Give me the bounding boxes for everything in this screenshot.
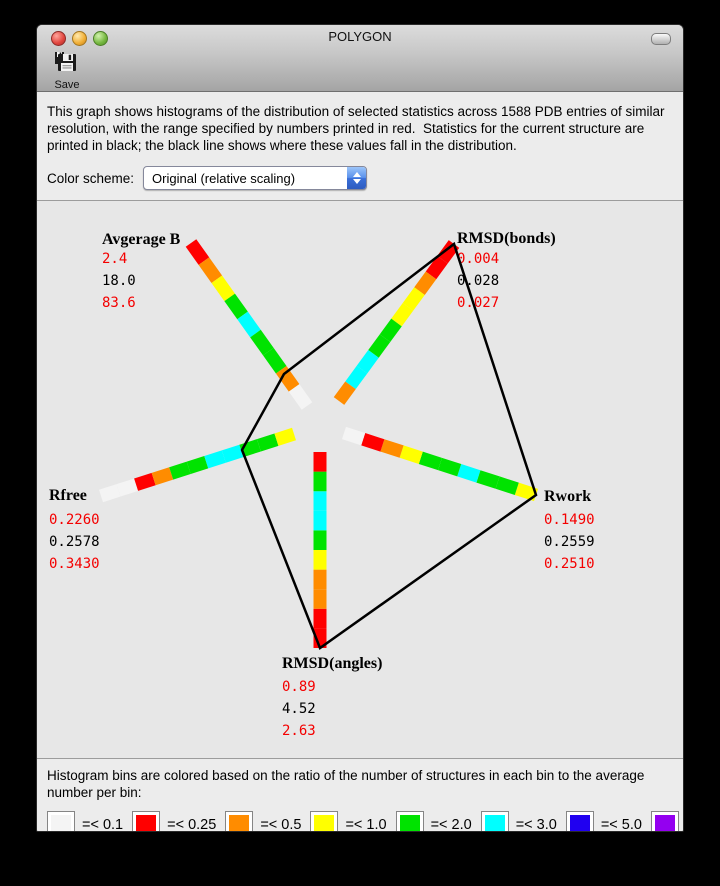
color-scheme-selected-value: Original (relative scaling) — [152, 170, 296, 186]
legend-swatch-purple — [651, 811, 679, 832]
legend-bin-label: =< 0.25 — [167, 817, 217, 832]
legend-bin-label: =< 3.0 — [515, 817, 557, 832]
histogram-bin-segment — [136, 479, 154, 485]
histogram-bin-segment — [459, 470, 478, 476]
legend-bin-label: =< 2.0 — [430, 817, 472, 832]
polygon-plot-panel — [37, 201, 683, 758]
legend-swatch-color — [136, 815, 156, 832]
legend-swatch-blue — [566, 811, 594, 832]
histogram-bin-segment — [382, 445, 401, 451]
legend-swatch-yellow — [310, 811, 338, 832]
histogram-bin-segment — [243, 315, 256, 333]
legend-bin-label: =< 0.1 — [82, 817, 124, 832]
legend-swatch-red — [132, 811, 160, 832]
histogram-bin-segment — [101, 490, 119, 496]
axis-max-value-rmsd-bonds: 0.027 — [457, 295, 500, 311]
histogram-bin-segment — [259, 440, 277, 446]
axis-min-value-rmsd-bonds: 0.004 — [457, 251, 500, 267]
histogram-bin-segment — [344, 433, 363, 439]
histogram-bin-segment — [362, 354, 374, 370]
color-scheme-label: Color scheme: — [47, 170, 135, 186]
save-floppy-icon — [54, 51, 80, 73]
legend-swatch-color — [400, 815, 420, 832]
polygon-window — [36, 24, 684, 832]
histogram-bin-segment — [276, 434, 294, 440]
axis-current-value-rfree: 0.2578 — [49, 534, 100, 550]
window-title: POLYGON — [328, 29, 392, 44]
axis-max-value-rfree: 0.3430 — [49, 556, 100, 572]
histogram-bin-segment — [230, 297, 243, 315]
axis-max-value-avgerage-b: 83.6 — [102, 295, 136, 311]
save-button-label: Save — [54, 79, 80, 91]
description-text: This graph shows histograms of the distribution of selected statistics across 1588 PDB entries of similar resolution, with the range specified by numbers printed in red. Statistics for the current structure are printed in black; the black line shows where these values fall in the distribution. — [47, 104, 669, 153]
histogram-bin-segment — [478, 476, 497, 482]
histogram-bin-segment — [154, 473, 172, 479]
axis-current-value-rmsd-angles: 4.52 — [282, 701, 316, 717]
histogram-bin-segment — [191, 243, 204, 261]
axis-label-rwork: Rwork — [544, 488, 592, 505]
color-scheme-row — [47, 166, 673, 190]
axis-avgerage-b — [102, 231, 307, 406]
axis-min-value-rwork: 0.1490 — [544, 512, 595, 528]
axis-rfree — [49, 434, 294, 572]
histogram-bin-segment — [224, 451, 242, 457]
histogram-bin-segment — [339, 385, 351, 401]
histogram-bin-segment — [397, 307, 409, 323]
dropdown-arrows-icon — [347, 167, 366, 189]
histogram-bin-segment — [171, 468, 189, 474]
color-scheme-select[interactable] — [143, 166, 367, 190]
axis-min-value-rfree: 0.2260 — [49, 512, 100, 528]
histogram-bin-segment — [420, 275, 432, 291]
axis-min-value-avgerage-b: 2.4 — [102, 251, 128, 267]
histogram-bin-segment — [498, 483, 517, 489]
legend-swatch-cyan — [481, 811, 509, 832]
histogram-bin-segment — [119, 485, 137, 491]
histogram-bin-segment — [351, 370, 363, 386]
histogram-bin-segment — [255, 334, 268, 352]
histogram-bin-segment — [268, 352, 281, 370]
axis-min-value-rmsd-angles: 0.89 — [282, 679, 316, 695]
legend-swatch-orange — [225, 811, 253, 832]
legend-swatch-color — [655, 815, 675, 832]
radar-histogram-chart — [37, 201, 681, 758]
histogram-bin-segment — [440, 464, 459, 470]
axis-label-rmsd-angles: RMSD(angles) — [282, 655, 383, 672]
legend-swatch-color — [485, 815, 505, 832]
axis-current-value-avgerage-b: 18.0 — [102, 273, 136, 289]
description-panel — [37, 92, 683, 201]
legend-swatch-color — [570, 815, 590, 832]
axis-label-rmsd-bonds: RMSD(bonds) — [457, 230, 556, 247]
toolbar-toggle-button[interactable] — [651, 33, 671, 45]
histogram-bin-segment — [408, 291, 420, 307]
save-button[interactable] — [47, 51, 87, 91]
histogram-bin-segment — [206, 457, 224, 463]
legend-swatch-color — [229, 815, 249, 832]
histogram-bin-segment — [402, 452, 421, 458]
legend-swatch-color — [51, 815, 71, 832]
histogram-bin-segment — [374, 338, 386, 354]
legend-swatch-white — [47, 811, 75, 832]
histogram-bin-segment — [385, 323, 397, 339]
histogram-bin-segment — [294, 388, 307, 406]
axis-label-rfree: Rfree — [49, 487, 87, 504]
axis-rmsd-bonds — [339, 230, 556, 401]
axis-current-value-rmsd-bonds: 0.028 — [457, 273, 500, 289]
legend-bin-row — [47, 811, 673, 832]
legend-bin-label: =< 0.5 — [260, 817, 302, 832]
axis-rwork — [344, 433, 595, 572]
axis-rmsd-angles — [282, 452, 382, 739]
axis-max-value-rwork: 0.2510 — [544, 556, 595, 572]
legend-bin-label: =< 5.0 — [600, 817, 642, 832]
histogram-bin-segment — [431, 260, 443, 276]
histogram-bin-segment — [204, 261, 217, 279]
histogram-bin-segment — [363, 439, 382, 445]
legend-swatch-color — [314, 815, 334, 832]
histogram-bin-segment — [189, 462, 207, 468]
axis-label-avgerage-b: Avgerage B — [102, 231, 181, 248]
histogram-bin-segment — [217, 279, 230, 297]
legend-bin-label: =< 1.0 — [345, 817, 387, 832]
title-bar[interactable] — [37, 25, 683, 92]
legend-panel — [37, 758, 683, 832]
axis-max-value-rmsd-angles: 2.63 — [282, 723, 316, 739]
legend-swatch-green — [396, 811, 424, 832]
axis-current-value-rwork: 0.2559 — [544, 534, 595, 550]
legend-heading: Histogram bins are colored based on the ratio of the number of structures in each bin to the average number per bin: — [47, 768, 645, 800]
histogram-bin-segment — [421, 458, 440, 464]
